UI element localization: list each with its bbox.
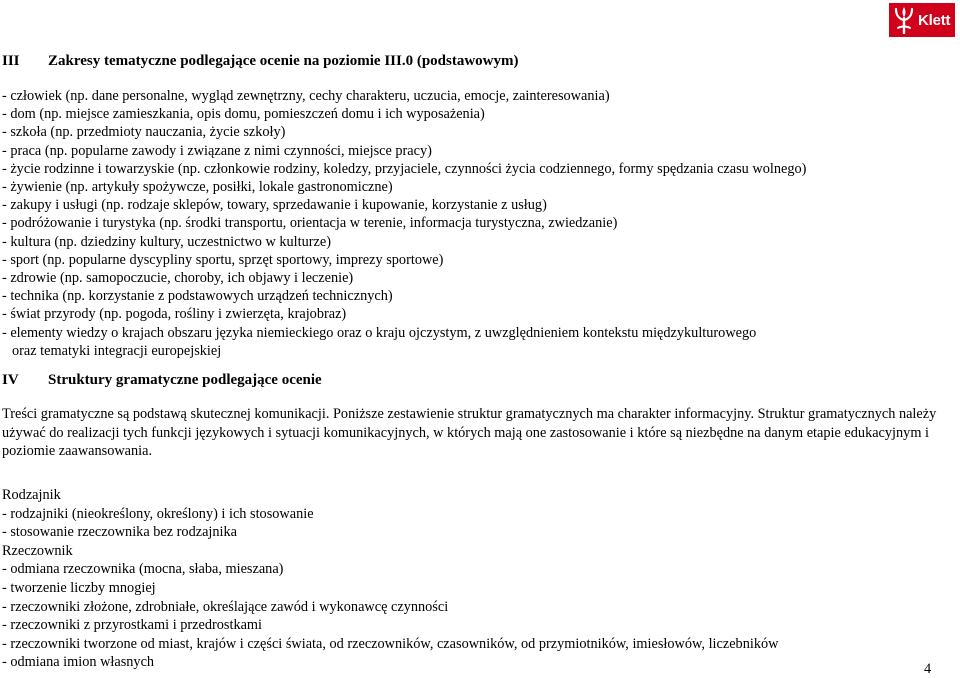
klett-trident-icon — [893, 6, 915, 34]
list-item: - odmiana imion własnych — [2, 654, 155, 671]
topic-list — [2, 87, 806, 360]
list-item: - tworzenie liczby mnogiej — [2, 579, 156, 596]
section-iii-title: Zakresy tematyczne podlegające ocenie na poziomie III.0 (podstawowym) — [48, 53, 519, 69]
section-iv-heading — [2, 372, 322, 389]
list-item: - zakupy i usługi (np. rodzaje sklepów, towary, sprzedawanie i kupowanie, korzystanie z usług) — [2, 197, 547, 214]
page-number: 4 — [924, 661, 932, 677]
list-item: - zdrowie (np. samopoczucie, choroby, ich objawy i leczenie) — [2, 270, 354, 287]
klett-logo — [889, 3, 955, 37]
list-item: - życie rodzinne i towarzyskie (np. członkowie rodziny, koledzy, przyjaciele, czynności życia codziennego, formy spędzania czasu wolnego) — [2, 160, 807, 177]
list-item: - podróżowanie i turystyka (np. środki transportu, orientacja w terenie, informacja turystyczna, zwiedzanie) — [2, 215, 618, 232]
list-item: - dom (np. miejsce zamieszkania, opis domu, pomieszczeń domu i ich wyposażenia) — [2, 106, 485, 123]
list-item: - człowiek (np. dane personalne, wygląd zewnętrzny, cechy charakteru, uczucia, emocje, zainteresowania) — [2, 88, 610, 104]
list-item: - technika (np. korzystanie z podstawowych urządzeń technicznych) — [2, 288, 393, 305]
grammar-list — [2, 486, 778, 672]
list-item: - żywienie (np. artykuły spożywcze, posiłki, lokale gastronomiczne) — [2, 179, 393, 196]
list-item: - praca (np. popularne zawody i związane z nimi czynności, miejsce pracy) — [2, 142, 432, 159]
grammar-heading-noun: Rzeczownik — [2, 542, 73, 559]
list-item: - szkoła (np. przedmioty nauczania, życie szkoły) — [2, 124, 286, 141]
list-item: - elementy wiedzy o krajach obszaru języka niemieckiego oraz o kraju ojczystym, z uwzględnieniem kontekstu międzykulturowego — [2, 324, 757, 341]
section-iii-heading — [2, 53, 519, 70]
list-item-continuation: oraz tematyki integracji europejskiej — [12, 342, 222, 359]
grammar-heading-article: Rodzajnik — [2, 487, 61, 503]
list-item: - rzeczowniki z przyrostkami i przedrostkami — [2, 617, 263, 634]
grammar-intro-paragraph: Treści gramatyczne są podstawą skutecznej komunikacji. Poniższe zestawienie struktur gramatycznych ma charakter informacyjny. Struktur gramatycznych należy używać do realizacji tych funkcji językowych i sytuacji komunikacyjnych, w których mają one zastosowanie i które są niezbędne na danym etapie edukacyjnym i poziomie zaawansowania. — [2, 406, 937, 459]
list-item: - stosowanie rzeczownika bez rodzajnika — [2, 524, 237, 541]
list-item: - sport (np. popularne dyscypliny sportu, sprzęt sportowy, imprezy sportowe) — [2, 251, 444, 268]
list-item: - rzeczowniki złożone, zdrobniałe, określające zawód i wykonawcę czynności — [2, 598, 449, 615]
list-item: - rzeczowniki tworzone od miast, krajów i części świata, od rzeczowników, czasowników, od przymiotników, imiesłowów, liczebników — [2, 635, 779, 652]
list-item: - odmiana rzeczownika (mocna, słaba, mieszana) — [2, 561, 284, 578]
list-item: - rodzajniki (nieokreślony, określony) i ich stosowanie — [2, 505, 314, 522]
section-iv-title: Struktury gramatyczne podlegające ocenie — [48, 372, 322, 388]
list-item: - kultura (np. dziedziny kultury, uczestnictwo w kulturze) — [2, 233, 331, 250]
section-iii-number: III — [2, 53, 20, 69]
section-iv-number: IV — [2, 372, 19, 388]
list-item: - świat przyrody (np. pogoda, rośliny i zwierzęta, krajobraz) — [2, 306, 347, 323]
klett-logo-text: Klett — [918, 11, 951, 29]
